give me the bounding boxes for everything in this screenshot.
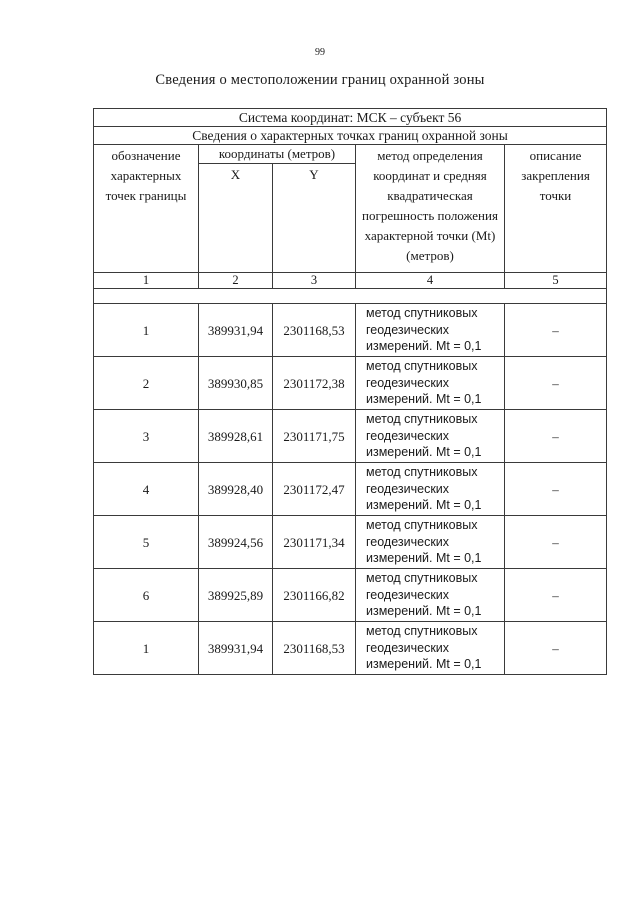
header-row-1 [94,145,607,164]
table-row [94,569,607,622]
x-coordinate-cell: 389928,40 [199,463,273,516]
page-number: 99 [315,47,325,58]
header-x: X [199,164,273,273]
point-cell: 5 [94,516,199,569]
description-cell: – [505,569,607,622]
description-cell: – [505,516,607,569]
method-cell: метод спутниковых геодезических измерений. Mt = 0,1 [356,410,505,463]
x-coordinate-cell: 389931,94 [199,622,273,675]
y-coordinate-cell: 2301168,53 [273,304,356,357]
table-row [94,357,607,410]
spacer-cell [94,289,607,304]
description-cell: – [505,463,607,516]
document-title: Сведения о местоположении границ охранной зоны [155,72,485,88]
method-cell: метод спутниковых геодезических измерений. Mt = 0,1 [356,569,505,622]
point-cell: 6 [94,569,199,622]
y-coordinate-cell: 2301171,75 [273,410,356,463]
method-cell: метод спутниковых геодезических измерений. Mt = 0,1 [356,516,505,569]
x-coordinate-cell: 389928,61 [199,410,273,463]
point-cell: 2 [94,357,199,410]
table-row [94,463,607,516]
table-subtitle-cell: Сведения о характерных точках границ охранной зоны [94,127,607,145]
method-cell: метод спутниковых геодезических измерений. Mt = 0,1 [356,304,505,357]
header-point-designation: обозначение характерных точек границы [94,145,199,273]
description-cell: – [505,622,607,675]
description-cell: – [505,304,607,357]
point-cell: 4 [94,463,199,516]
y-coordinate-cell: 2301166,82 [273,569,356,622]
column-number: 3 [273,273,356,289]
boundary-points-table [93,108,607,675]
method-cell: метод спутниковых геодезических измерений. Mt = 0,1 [356,622,505,675]
x-coordinate-cell: 389924,56 [199,516,273,569]
table-subtitle-row [94,127,607,145]
x-coordinate-cell: 389925,89 [199,569,273,622]
point-cell: 3 [94,410,199,463]
description-cell: – [505,357,607,410]
point-cell: 1 [94,622,199,675]
coord-system-cell: Система координат: МСК – субъект 56 [94,109,607,127]
y-coordinate-cell: 2301168,53 [273,622,356,675]
table-row [94,304,607,357]
x-coordinate-cell: 389931,94 [199,304,273,357]
table-row [94,516,607,569]
table-row [94,622,607,675]
column-number: 2 [199,273,273,289]
column-numbers-row [94,273,607,289]
column-number: 5 [505,273,607,289]
description-cell: – [505,410,607,463]
header-description: описание закрепления точки [505,145,607,273]
header-method: метод определения координат и средняя квадратическая погрешность положения характерной точки (Mt) (метров) [356,145,505,273]
column-number: 1 [94,273,199,289]
method-cell: метод спутниковых геодезических измерений. Mt = 0,1 [356,463,505,516]
y-coordinate-cell: 2301172,38 [273,357,356,410]
column-number: 4 [356,273,505,289]
y-coordinate-cell: 2301172,47 [273,463,356,516]
x-coordinate-cell: 389930,85 [199,357,273,410]
point-cell: 1 [94,304,199,357]
coord-system-row [94,109,607,127]
header-y: Y [273,164,356,273]
y-coordinate-cell: 2301171,34 [273,516,356,569]
spacer-row [94,289,607,304]
header-coordinates: координаты (метров) [199,145,356,164]
table-row [94,410,607,463]
method-cell: метод спутниковых геодезических измерений. Mt = 0,1 [356,357,505,410]
